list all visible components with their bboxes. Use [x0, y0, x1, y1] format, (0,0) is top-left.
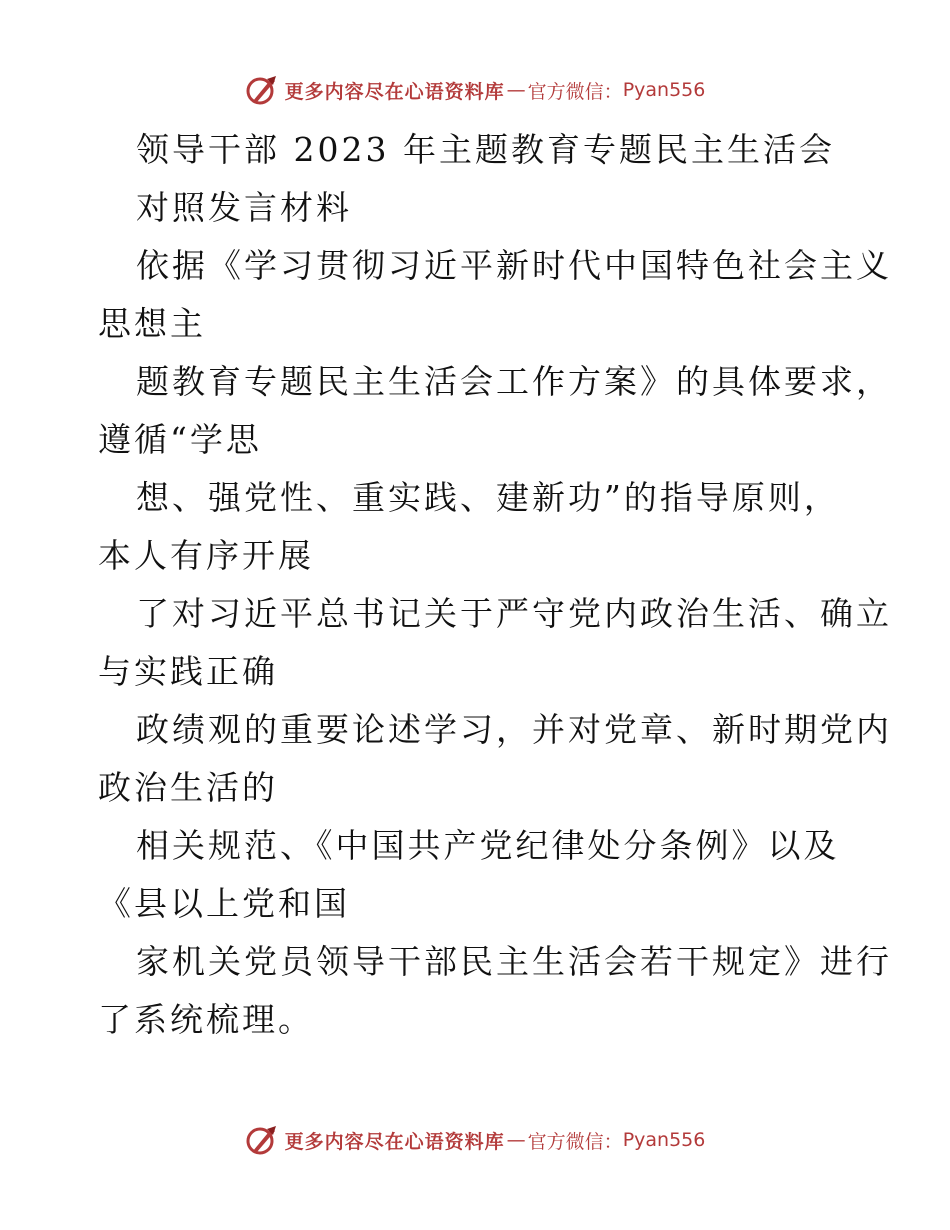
- banner-brand: 更多内容尽在心语资料库: [284, 1130, 505, 1153]
- paragraph-line: 依据《学习贯彻习近平新时代中国特色社会主义: [136, 246, 892, 285]
- paragraph-line: 政治生活的: [98, 768, 278, 807]
- banner-wechat-label: 官方微信：: [527, 1130, 623, 1153]
- quill-pen-logo-icon: [245, 1123, 279, 1157]
- title-line-2: 对照发言材料: [136, 188, 352, 227]
- paragraph-line: 家机关党员领导干部民主生活会若干规定》进行: [136, 942, 892, 981]
- paragraph-line: 想、强党性、重实践、建新功”的指导原则，: [136, 478, 840, 517]
- paragraph-line: 本人有序开展: [98, 536, 314, 575]
- paragraph-line: 思想主: [98, 304, 206, 343]
- paragraph-line: 《县以上党和国: [98, 884, 350, 923]
- paragraph-line: 题教育专题民主生活会工作方案》的具体要求，: [136, 362, 892, 401]
- banner-wechat-id: Pyan556: [622, 1129, 706, 1151]
- footer-banner: [0, 1120, 950, 1160]
- banner-separator: —: [506, 1129, 526, 1151]
- paragraph-line: 了对习近平总书记关于严守党内政治生活、确立: [136, 594, 892, 633]
- paragraph-line: 了系统梳理。: [98, 1000, 314, 1039]
- banner-wechat-id: Pyan556: [622, 79, 706, 101]
- header-banner: [0, 70, 950, 110]
- banner-separator: —: [506, 79, 526, 101]
- banner-brand: 更多内容尽在心语资料库: [284, 80, 505, 103]
- title-line-1: 领导干部 2023 年主题教育专题民主生活会: [136, 130, 835, 169]
- paragraph-line: 遵循“学思: [98, 420, 262, 459]
- quill-pen-logo-icon: [245, 73, 279, 107]
- banner-wechat-label: 官方微信：: [527, 80, 623, 103]
- paragraph-line: 政绩观的重要论述学习，并对党章、新时期党内: [136, 710, 892, 749]
- paragraph-line: 与实践正确: [98, 652, 278, 691]
- paragraph-line: 相关规范、《中国共产党纪律处分条例》以及: [136, 826, 840, 865]
